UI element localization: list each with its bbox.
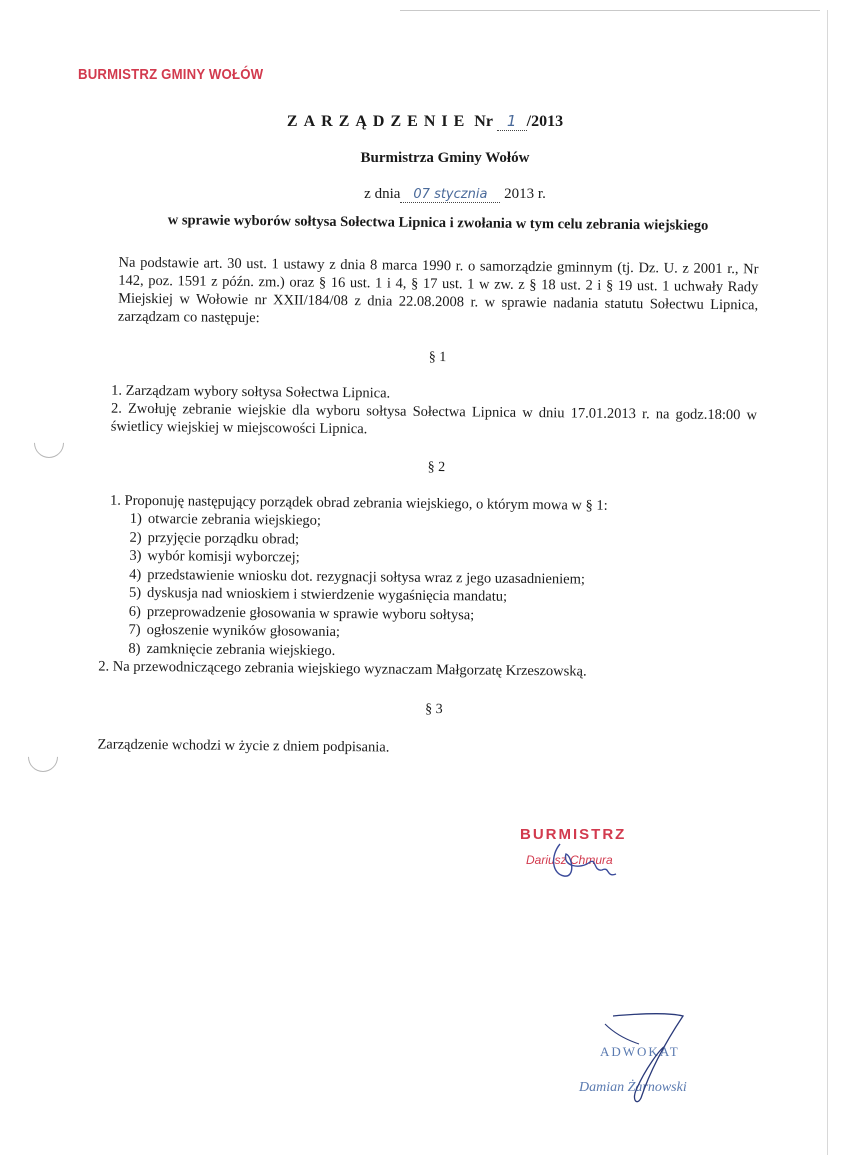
title-nr-value: 1 <box>497 112 527 131</box>
title-year: /2013 <box>526 113 564 130</box>
section-3-text: Zarządzenie wchodzi w życie z dniem podpisania. <box>97 736 390 756</box>
date-prefix: z dnia <box>364 186 401 202</box>
punch-hole-top <box>28 422 70 464</box>
header-stamp: BURMISTRZ GMINY WOŁÓW <box>78 66 264 83</box>
punch-hole-bottom <box>22 736 64 778</box>
list-item: 4) przedstawienie wniosku dot. rezygnacji sołtysa wraz z jego uzasadnieniem; <box>129 566 586 588</box>
lawyer-stamp-name: Damian Żarnowski <box>579 1080 687 1095</box>
section-1-heading: § 1 <box>428 349 447 366</box>
mayor-signature-icon <box>520 826 680 896</box>
section-1-item: 2. Zwołuję zebranie wiejskie dla wyboru sołtysa Sołectwa Lipnica w dniu 17.01.2013 r. na godz.18:00 w świetlicy wiejskiej w miejscowości Lipnica. <box>110 400 758 438</box>
list-item: 8) zamknięcie zebrania wiejskiego. <box>128 640 336 659</box>
agenda-chair: 2. Na przewodniczącego zebrania wiejskiego wyznaczam Małgorzatę Krzeszowską. <box>98 658 587 680</box>
agenda-list <box>120 510 756 665</box>
document-body <box>97 254 759 761</box>
lawyer-signature-icon <box>575 1010 745 1110</box>
list-item: 3) wybór komisji wyborczej; <box>129 547 300 566</box>
title-word: ZARZĄDZENIE <box>286 113 471 130</box>
scan-edge-right <box>827 10 828 1155</box>
lawyer-signature-stamp <box>575 1010 745 1110</box>
scan-edge-top <box>400 10 820 11</box>
section-1-item: 1. Zarządzam wybory sołtysa Sołectwa Lipnica. <box>111 382 391 402</box>
title-nr-label: Nr <box>474 113 493 130</box>
document-subject: w sprawie wyborów sołtysa Sołectwa Lipnica i zwołania w tym celu zebrania wiejskiego <box>167 212 709 234</box>
document-date <box>0 186 850 203</box>
list-item: 2) przyjęcie porządku obrad; <box>129 529 300 548</box>
document-subtitle: Burmistrza Gminy Wołów <box>360 150 530 166</box>
list-item: 7) ogłoszenie wyników głosowania; <box>128 621 341 641</box>
agenda-intro: 1. Proponuję następujący porządek obrad zebrania wiejskiego, o którym mowa w § 1: <box>109 492 608 514</box>
list-item: 5) dyskusja nad wnioskiem i stwierdzenie wygaśnięcia mandatu; <box>128 584 508 605</box>
date-suffix: 2013 r. <box>504 186 546 202</box>
mayor-signature-stamp <box>520 826 680 896</box>
list-item: 6) przeprowadzenie głosowania w sprawie wyboru sołtysa; <box>128 603 475 623</box>
mayor-stamp-title: BURMISTRZ <box>520 826 627 843</box>
preamble: Na podstawie art. 30 ust. 1 ustawy z dnia 8 marca 1990 r. o samorządzie gminnym (tj. Dz. U. z 2001 r., Nr 142, poz. 1591 z późn. zm.) oraz § 16 ust. 1 i 4, § 17 ust. 1 w zw. z § 18 ust. 2 i § 19 ust. 1 uchwały Rady Miejskiej w Wołowie nr XXII/184/08 z dnia 22.08.2008 r. w sprawie nadania statutu Sołectwu Lipnica, zarządzam co następuje: <box>117 254 759 327</box>
document-title <box>0 112 850 131</box>
list-item: 1) otwarcie zebrania wiejskiego; <box>129 510 322 529</box>
mayor-stamp-name: Dariusz Chmura <box>526 853 613 867</box>
lawyer-stamp-title: ADWOKAT <box>600 1044 680 1059</box>
section-2 <box>98 492 756 683</box>
section-1 <box>111 382 758 443</box>
section-3-heading: § 3 <box>425 701 443 718</box>
section-2-heading: § 2 <box>427 459 446 476</box>
date-handwritten: 07 stycznia <box>400 187 500 203</box>
